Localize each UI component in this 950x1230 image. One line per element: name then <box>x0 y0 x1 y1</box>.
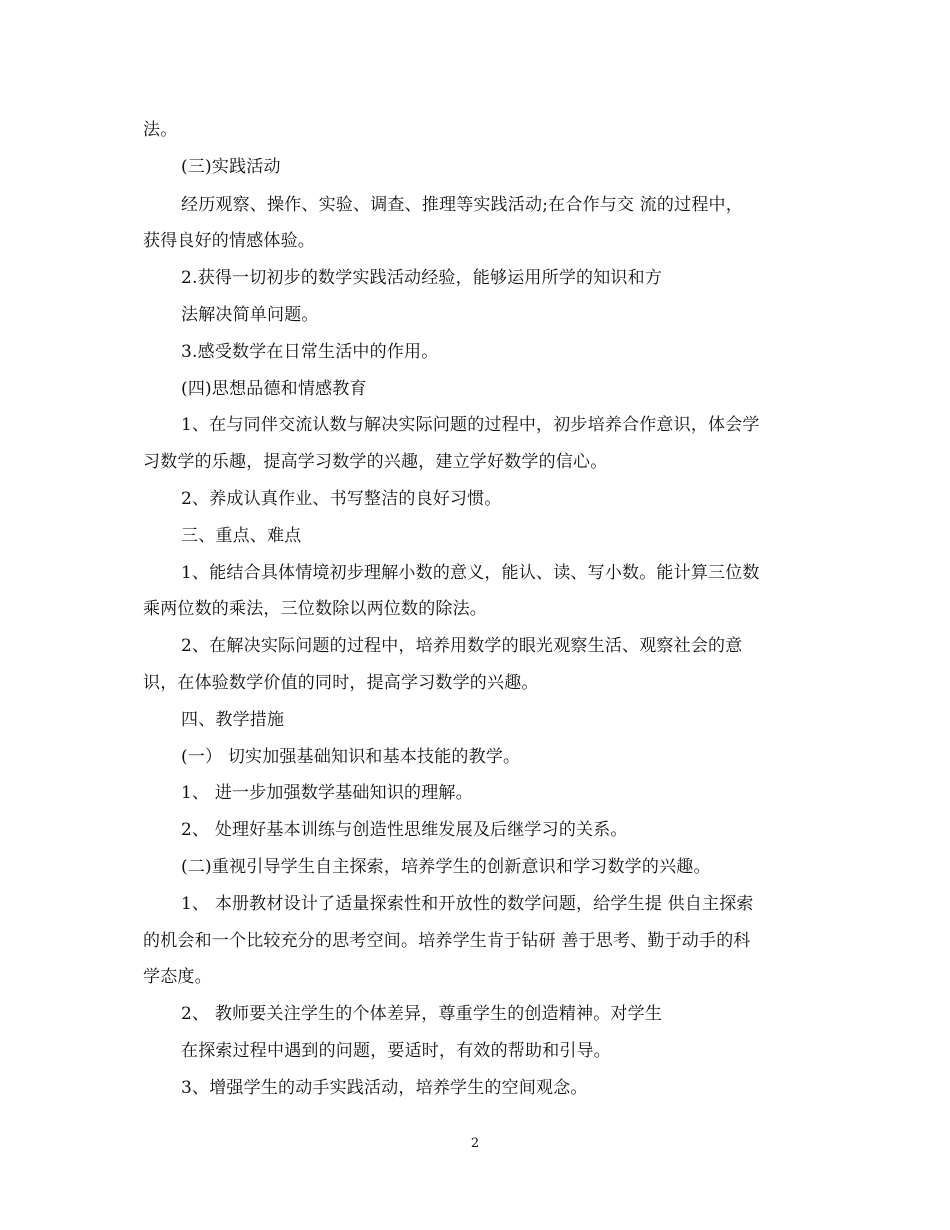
text-line: 2.获得一切初步的数学实践活动经验，能够运用所学的知识和方 <box>181 268 663 288</box>
text-line: 1、在与同伴交流认数与解决实际问题的过程中，初步培养合作意识，体会学 <box>181 415 760 435</box>
text-line: 3.感受数学在日常生活中的作用。 <box>181 342 439 362</box>
text-line: 在探索过程中遇到的问题，要适时，有效的帮助和引导。 <box>181 1041 611 1061</box>
text-line: 法解决简单问题。 <box>181 305 319 325</box>
section-heading: 四、教学措施 <box>181 710 285 730</box>
text-line: 识，在体验数学价值的同时，提高学习数学的兴趣。 <box>143 673 539 693</box>
text-line: 2、 处理好基本训练与创造性思维发展及后继学习的关系。 <box>181 820 628 840</box>
text-line: 的机会和一个比较充分的思考空间。培养学生肯于钻研 善于思考、勤于动手的科 <box>143 931 751 951</box>
text-line: (二)重视引导学生自主探索，培养学生的创新意识和学习数学的兴趣。 <box>181 857 711 877</box>
section-heading: (四)思想品德和情感教育 <box>181 379 367 399</box>
text-line: 1、 本册教材设计了适量探索性和开放性的数学问题，给学生提 供自主探索 <box>181 894 754 914</box>
section-heading: (三)实践活动 <box>181 157 281 177</box>
text-line: 1、 进一步加强数学基础知识的理解。 <box>181 783 473 803</box>
text-line: 1、能结合具体情境初步理解小数的意义，能认、读、写小数。能计算三位数 <box>181 563 760 583</box>
text-line: 习数学的乐趣，提高学习数学的兴趣，建立学好数学的信心。 <box>143 452 608 472</box>
text-line: 2、在解决实际问题的过程中，培养用数学的眼光观察生活、观察社会的意 <box>181 636 743 656</box>
text-line: 2、 教师要关注学生的个体差异，尊重学生的创造精神。对学生 <box>181 1004 663 1024</box>
text-line: 3、增强学生的动手实践活动，培养学生的空间观念。 <box>181 1078 588 1098</box>
text-line: 经历观察、操作、实验、调查、推理等实践活动;在合作与交 流的过程中， <box>181 195 743 215</box>
text-line: 乘两位数的乘法，三位数除以两位数的除法。 <box>143 599 487 619</box>
page-number: 2 <box>470 1136 480 1151</box>
text-line: (一） 切实加强基础知识和基本技能的教学。 <box>181 747 521 767</box>
text-line: 法。 <box>143 120 178 140</box>
text-line: 2、养成认真作业、书写整洁的良好习惯。 <box>181 489 502 509</box>
text-line: 获得良好的情感体验。 <box>143 231 315 251</box>
section-heading: 三、重点、难点 <box>181 526 302 546</box>
text-line: 学态度。 <box>143 967 212 987</box>
